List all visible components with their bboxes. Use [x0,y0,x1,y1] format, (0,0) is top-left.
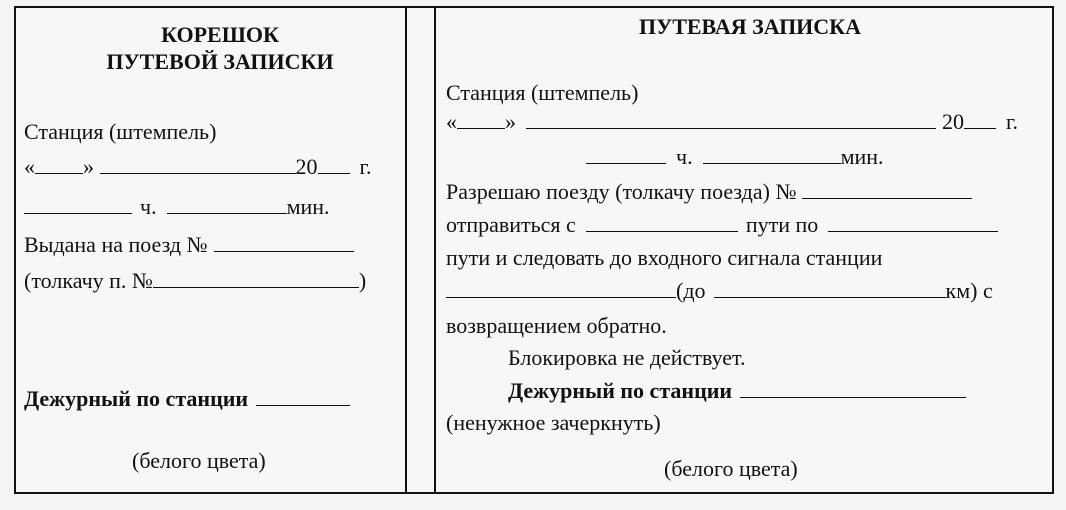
stub-color-note: (белого цвета) [132,448,266,473]
stub-hours-field[interactable] [24,195,132,214]
stub-station-label: Станция (штемпель) [24,119,217,144]
note-color-note: (белого цвета) [664,456,798,481]
note-depart-line: отправиться с пути по [446,212,998,238]
note-hours-field[interactable] [586,145,666,164]
note-month-field[interactable] [526,110,936,129]
stub-pusher-line: (толкачу п. № ) [24,268,367,293]
note-follow-line: пути и следовать до входного сигнала станции [446,245,883,270]
stub-train-number-field[interactable] [214,233,354,252]
stub-title-line2: ПУТЕВОЙ ЗАПИСКИ [106,49,334,74]
divider-right [434,6,436,494]
note-minutes-field[interactable] [703,145,841,164]
note-strike-note: (ненужное зачеркнуть) [446,410,661,435]
stub-year-field[interactable] [318,155,350,174]
note-duty-line: Дежурный по станции [508,378,966,404]
note-track-field[interactable] [586,213,738,232]
note-time-line: ч. мин. [586,144,884,170]
stub-train-line: Выдана на поезд № [24,232,354,258]
note-block-line: Блокировка не действует. [508,345,746,370]
stub-month-field[interactable] [100,155,296,174]
stub-pusher-number-field[interactable] [153,269,359,288]
stub-duty-line: Дежурный по станции [24,386,350,412]
note-km-field[interactable] [714,279,946,298]
note-destination-field[interactable] [446,279,676,298]
note-date-line: « » 20 г. [446,109,1019,134]
stub-date-line: « » 20 г. [24,154,372,179]
note-permit-line: Разрешаю поезду (толкачу поезда) № [446,179,972,205]
note-route-field[interactable] [828,213,998,232]
stub-title-line1: КОРЕШОК [161,22,279,47]
note-km-line: (до км) с [446,278,993,304]
divider-left [405,6,407,494]
note-train-number-field[interactable] [802,180,972,199]
note-day-field[interactable] [457,110,505,129]
stub-minutes-field[interactable] [167,195,287,214]
note-title: ПУТЕВАЯ ЗАПИСКА [638,14,862,39]
note-duty-signature-field[interactable] [740,379,966,398]
stub-day-field[interactable] [35,155,83,174]
stub-duty-signature-field[interactable] [256,387,350,406]
note-station-label: Станция (штемпель) [446,80,639,105]
note-return-line: возвращением обратно. [446,313,667,338]
note-year-field[interactable] [964,110,996,129]
stub-time-line: ч. мин. [24,194,330,220]
